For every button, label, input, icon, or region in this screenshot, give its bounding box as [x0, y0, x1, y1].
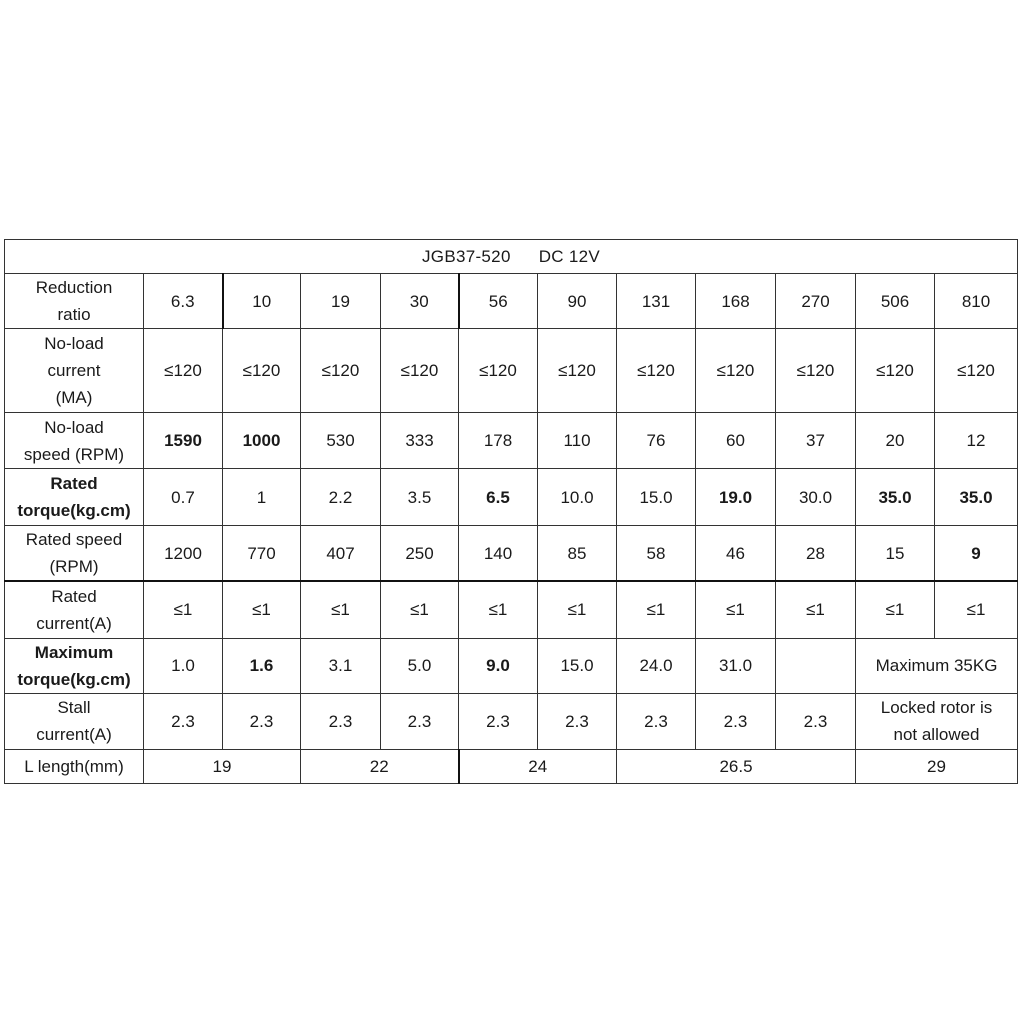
- table-cell: 810: [935, 274, 1018, 329]
- row-label-maximum-torque: Maximum torque(kg.cm): [5, 638, 144, 693]
- stall-current-note: Locked rotor is not allowed: [856, 693, 1018, 749]
- table-cell: ≤1: [856, 581, 935, 638]
- table-cell: 19: [144, 749, 301, 783]
- table-cell: 56: [459, 274, 538, 329]
- table-cell: ≤120: [776, 329, 856, 413]
- table-cell: ≤120: [144, 329, 223, 413]
- table-cell: 2.3: [381, 693, 459, 749]
- table-cell: 29: [856, 749, 1018, 783]
- table-cell: 5.0: [381, 638, 459, 693]
- table-cell: ≤1: [223, 581, 301, 638]
- table-cell: 30: [381, 274, 459, 329]
- table-cell: 2.3: [144, 693, 223, 749]
- table-cell: 19.0: [696, 469, 776, 526]
- model-name: JGB37-520: [422, 247, 511, 266]
- table-cell: 15.0: [538, 638, 617, 693]
- table-cell: ≤1: [459, 581, 538, 638]
- maximum-torque-row: [5, 638, 1018, 693]
- table-title: [5, 240, 1018, 274]
- rated-torque-row: [5, 469, 1018, 526]
- table-cell: 10: [223, 274, 301, 329]
- table-cell: 35.0: [935, 469, 1018, 526]
- table-cell: 2.3: [776, 693, 856, 749]
- table-cell: 333: [381, 413, 459, 469]
- table-cell: 270: [776, 274, 856, 329]
- voltage-label: DC 12V: [538, 247, 601, 266]
- table-cell: ≤1: [935, 581, 1018, 638]
- table-cell: 1200: [144, 526, 223, 582]
- table-cell: 15: [856, 526, 935, 582]
- table-cell: 2.3: [301, 693, 381, 749]
- table-cell: 31.0: [696, 638, 776, 693]
- table-cell: 1590: [144, 413, 223, 469]
- row-label-stall-current: Stall current(A): [5, 693, 144, 749]
- table-cell: 1.0: [144, 638, 223, 693]
- row-label-l-length: L length(mm): [5, 749, 144, 783]
- table-cell: 250: [381, 526, 459, 582]
- table-cell: 76: [617, 413, 696, 469]
- table-cell: ≤1: [696, 581, 776, 638]
- table-cell: 140: [459, 526, 538, 582]
- table-cell: 770: [223, 526, 301, 582]
- table-cell: ≤1: [776, 581, 856, 638]
- table-cell: 2.3: [617, 693, 696, 749]
- no-load-speed-row: [5, 413, 1018, 469]
- table-cell: ≤1: [144, 581, 223, 638]
- table-cell: 530: [301, 413, 381, 469]
- table-cell: 6.3: [144, 274, 223, 329]
- table-cell: 2.3: [538, 693, 617, 749]
- table-cell: 22: [301, 749, 459, 783]
- table-cell: ≤1: [381, 581, 459, 638]
- rated-current-row: [5, 581, 1018, 638]
- table-cell: 506: [856, 274, 935, 329]
- no-load-current-row: [5, 329, 1018, 413]
- table-cell: 26.5: [617, 749, 856, 783]
- table-cell: 9.0: [459, 638, 538, 693]
- table-cell: 46: [696, 526, 776, 582]
- row-label-reduction-ratio: Reduction ratio: [5, 274, 144, 329]
- table-cell: 85: [538, 526, 617, 582]
- table-cell: 9: [935, 526, 1018, 582]
- table-cell: ≤120: [617, 329, 696, 413]
- table-cell: 3.1: [301, 638, 381, 693]
- table-cell: 2.3: [696, 693, 776, 749]
- table-cell: 12: [935, 413, 1018, 469]
- table-cell: 2.3: [459, 693, 538, 749]
- row-label-no-load-current: No-load current (MA): [5, 329, 144, 413]
- table-cell: 2.3: [223, 693, 301, 749]
- table-cell: 30.0: [776, 469, 856, 526]
- maximum-torque-note: Maximum 35KG: [856, 638, 1018, 693]
- table-cell: 28: [776, 526, 856, 582]
- row-label-no-load-speed: No-load speed (RPM): [5, 413, 144, 469]
- table-cell: 3.5: [381, 469, 459, 526]
- reduction-ratio-row: [5, 274, 1018, 329]
- table-cell: ≤120: [301, 329, 381, 413]
- table-cell: 37: [776, 413, 856, 469]
- table-cell: [776, 638, 856, 693]
- table-cell: ≤1: [301, 581, 381, 638]
- table-cell: 19: [301, 274, 381, 329]
- table-cell: 35.0: [856, 469, 935, 526]
- table-cell: 110: [538, 413, 617, 469]
- table-cell: ≤1: [617, 581, 696, 638]
- table-cell: 131: [617, 274, 696, 329]
- table-cell: 1.6: [223, 638, 301, 693]
- table-cell: ≤120: [856, 329, 935, 413]
- table-cell: 178: [459, 413, 538, 469]
- row-label-rated-torque: Rated torque(kg.cm): [5, 469, 144, 526]
- table-cell: ≤120: [223, 329, 301, 413]
- table-cell: 2.2: [301, 469, 381, 526]
- table-cell: ≤1: [538, 581, 617, 638]
- table-cell: ≤120: [696, 329, 776, 413]
- title-row: [5, 240, 1018, 274]
- table-cell: 24: [459, 749, 617, 783]
- table-cell: 20: [856, 413, 935, 469]
- row-label-rated-current: Rated current(A): [5, 581, 144, 638]
- rated-speed-row: [5, 526, 1018, 582]
- table-cell: 1000: [223, 413, 301, 469]
- table-cell: ≤120: [538, 329, 617, 413]
- table-cell: 407: [301, 526, 381, 582]
- l-length-row: [5, 749, 1018, 783]
- table-cell: 24.0: [617, 638, 696, 693]
- table-cell: 168: [696, 274, 776, 329]
- table-cell: 6.5: [459, 469, 538, 526]
- table-cell: 60: [696, 413, 776, 469]
- table-cell: 10.0: [538, 469, 617, 526]
- motor-spec-table: [4, 239, 1018, 784]
- table-cell: 58: [617, 526, 696, 582]
- table-cell: 0.7: [144, 469, 223, 526]
- stall-current-row: [5, 693, 1018, 749]
- table-cell: ≤120: [381, 329, 459, 413]
- table-cell: 1: [223, 469, 301, 526]
- table-cell: ≤120: [459, 329, 538, 413]
- table-cell: 90: [538, 274, 617, 329]
- table-cell: 15.0: [617, 469, 696, 526]
- row-label-rated-speed: Rated speed (RPM): [5, 526, 144, 582]
- table-cell: ≤120: [935, 329, 1018, 413]
